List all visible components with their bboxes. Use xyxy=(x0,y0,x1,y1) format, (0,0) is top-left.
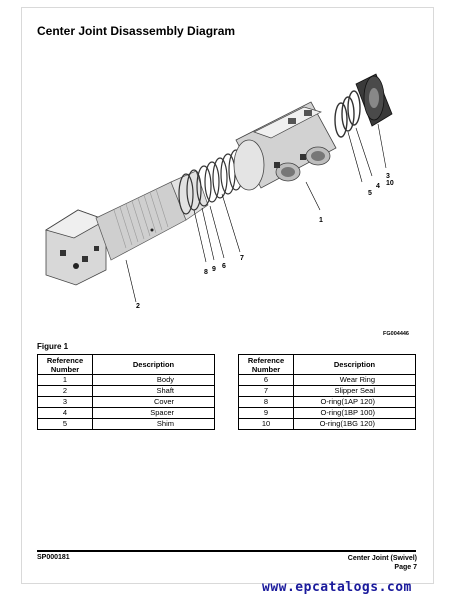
cover-rings xyxy=(335,91,360,137)
figure-label: Figure 1 xyxy=(37,342,69,351)
col-header-desc: Description xyxy=(93,355,215,375)
table-row xyxy=(239,419,416,430)
page-number: Page 7 xyxy=(394,564,417,571)
desc-cell: Wear Ring xyxy=(294,375,416,386)
callout-4: 4 xyxy=(376,183,380,190)
body-part xyxy=(234,102,336,190)
figure-code: FG004446 xyxy=(383,331,409,337)
ref-cell: 4 xyxy=(38,408,93,419)
col-header-ref: Reference Number xyxy=(239,355,294,375)
desc-cell: Cover xyxy=(93,397,215,408)
parts-table-left xyxy=(37,354,215,430)
callout-3: 3 xyxy=(386,173,390,180)
ref-cell: 2 xyxy=(38,386,93,397)
footer-section-info xyxy=(348,554,417,572)
shaft-part xyxy=(46,171,208,285)
desc-cell: O-ring(1AP 120) xyxy=(294,397,416,408)
ref-cell: 10 xyxy=(239,419,294,430)
callout-7: 7 xyxy=(240,255,244,262)
callout-8: 8 xyxy=(204,269,208,276)
table-row xyxy=(38,375,215,386)
watermark-link[interactable]: www.epcatalogs.com xyxy=(262,580,412,595)
desc-cell: Slipper Seal xyxy=(294,386,416,397)
table-row xyxy=(239,375,416,386)
cover-part xyxy=(356,74,392,126)
desc-cell: Body xyxy=(93,375,215,386)
parts-table-right xyxy=(238,354,416,430)
footer-divider xyxy=(37,550,416,552)
ref-cell: 8 xyxy=(239,397,294,408)
desc-cell: Shaft xyxy=(93,386,215,397)
ref-cell: 6 xyxy=(239,375,294,386)
desc-cell: Spacer xyxy=(93,408,215,419)
ref-cell: 7 xyxy=(239,386,294,397)
desc-cell: O-ring(1BG 120) xyxy=(294,419,416,430)
desc-cell: O-ring(1BP 100) xyxy=(294,408,416,419)
desc-cell: Shim xyxy=(93,419,215,430)
table-row xyxy=(239,408,416,419)
table-row xyxy=(38,408,215,419)
page-title: Center Joint Disassembly Diagram xyxy=(37,24,236,38)
ref-cell: 3 xyxy=(38,397,93,408)
ref-cell: 9 xyxy=(239,408,294,419)
exploded-diagram xyxy=(36,70,421,340)
section-title: Center Joint (Swivel) xyxy=(347,555,417,562)
ref-cell: 1 xyxy=(38,375,93,386)
table-row xyxy=(38,397,215,408)
table-row xyxy=(38,419,215,430)
table-row xyxy=(239,397,416,408)
callout-2: 2 xyxy=(136,303,140,310)
callout-10: 10 xyxy=(386,180,394,187)
col-header-desc: Description xyxy=(294,355,416,375)
callout-9: 9 xyxy=(212,266,216,273)
table-row xyxy=(38,386,215,397)
document-code: SP000181 xyxy=(37,554,70,561)
callout-5: 5 xyxy=(368,190,372,197)
callout-1: 1 xyxy=(319,217,323,224)
ref-cell: 5 xyxy=(38,419,93,430)
callout-6: 6 xyxy=(222,263,226,270)
table-row xyxy=(239,386,416,397)
col-header-ref: Reference Number xyxy=(38,355,93,375)
